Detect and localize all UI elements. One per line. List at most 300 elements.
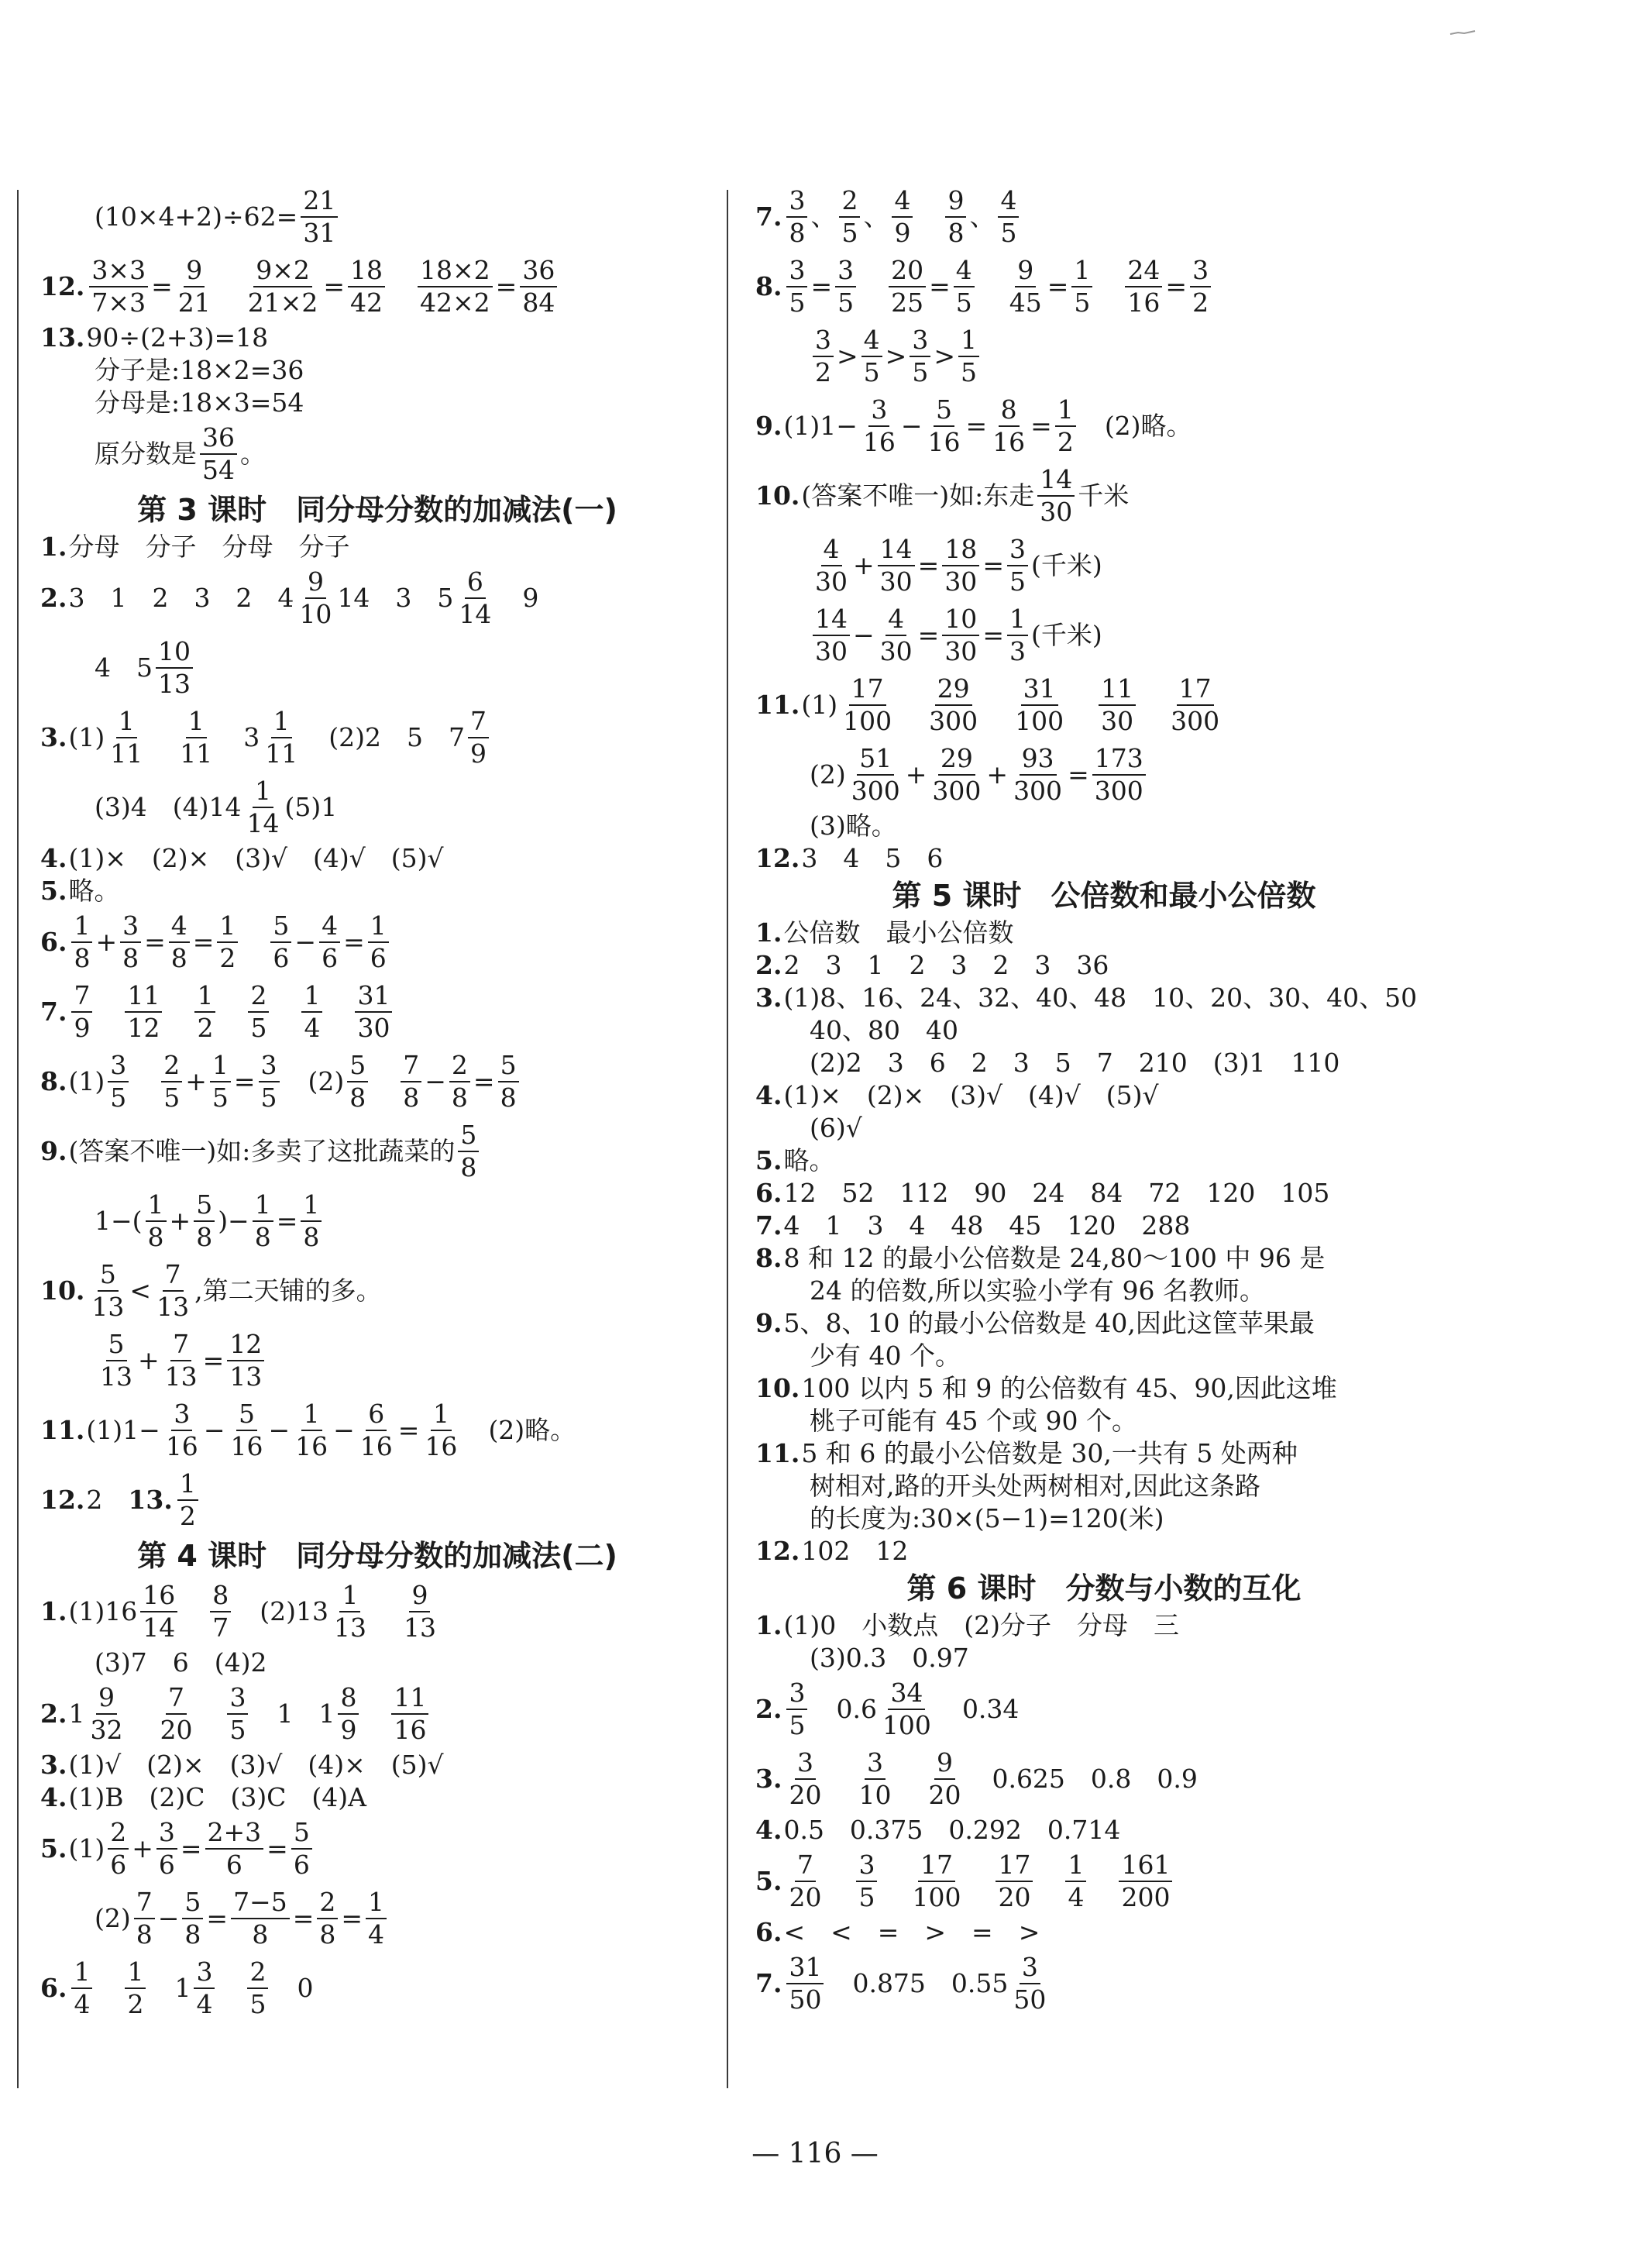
answer-text: = <box>917 550 940 580</box>
fraction-numerator: 1 <box>146 1189 167 1222</box>
fraction-numerator: 1 <box>71 1957 92 1989</box>
fraction <box>89 255 148 318</box>
fraction-denominator: 100 <box>1015 706 1064 736</box>
fraction <box>227 1329 264 1392</box>
answer-line <box>755 1642 1453 1674</box>
fraction-denominator: 30 <box>815 636 848 666</box>
answer-text: 5 和 6 的最小公倍数是 30,一共有 5 处两种 <box>801 1438 1298 1468</box>
answer-text: = <box>192 927 215 957</box>
fraction <box>954 255 975 318</box>
fraction-denominator: 2 <box>127 1989 144 2019</box>
fraction <box>1007 604 1028 667</box>
fraction-denominator: 5 <box>1009 566 1026 597</box>
fraction <box>253 1189 273 1253</box>
fraction-denominator: 5 <box>1074 287 1091 318</box>
answer-line <box>755 1470 1453 1502</box>
answer-text: = <box>206 1903 229 1933</box>
question-number: 6. <box>755 1178 782 1208</box>
fraction <box>89 1259 126 1323</box>
answer-text: 100 以内 5 和 9 的公倍数有 45、90,因此这堆 <box>801 1373 1337 1403</box>
question-number: 10. <box>755 480 800 511</box>
fraction-denominator: 8 <box>170 943 187 973</box>
fraction <box>391 1682 428 1746</box>
page-number: — 116 — <box>751 2138 879 2170</box>
fraction-denominator: 9 <box>894 218 911 248</box>
answer-text: 。 <box>240 439 266 469</box>
fraction <box>263 706 300 769</box>
fraction-numerator: 2 <box>108 1817 129 1850</box>
answer-line <box>40 703 714 773</box>
fraction-denominator: 300 <box>932 776 982 806</box>
fraction <box>291 1817 312 1881</box>
fraction <box>839 185 860 249</box>
fraction-numerator: 4 <box>885 604 906 636</box>
fraction <box>835 255 856 318</box>
fraction-numerator: 2 <box>161 1050 182 1082</box>
fraction <box>368 910 389 974</box>
fraction-denominator: 100 <box>912 1882 961 1912</box>
answer-text: 树相对,路的开头处两树相对,因此这条路 <box>810 1471 1260 1501</box>
answer-text: 4 5 <box>95 652 153 683</box>
fraction <box>910 1850 963 1913</box>
fraction <box>520 255 557 318</box>
fraction-denominator: 2 <box>815 357 831 387</box>
answer-text: < < = > = > <box>783 1917 1040 1947</box>
fraction <box>813 534 850 597</box>
question-number: 11. <box>40 1415 85 1445</box>
fraction <box>401 1580 438 1643</box>
answer-text: + <box>138 1345 160 1375</box>
question-number: 5. <box>755 1866 782 1896</box>
fraction-numerator: 3 <box>227 1682 248 1715</box>
fraction <box>246 255 321 318</box>
section-heading: 第 3 课时 同分母分数的加减法(一) <box>137 493 617 527</box>
fraction-denominator: 12 <box>127 1013 160 1043</box>
question-number: 6. <box>40 927 67 957</box>
fraction-numerator: 7 <box>795 1850 816 1882</box>
fraction-numerator: 1 <box>1071 255 1092 287</box>
question-number: 4. <box>755 1080 782 1110</box>
fraction-numerator: 29 <box>935 673 972 706</box>
fraction <box>1065 1850 1086 1913</box>
fraction <box>177 1468 198 1532</box>
answer-text: 分子是:18×2=36 <box>95 355 304 385</box>
fraction <box>244 776 281 839</box>
fraction <box>205 1817 264 1881</box>
fraction-denominator: 31 <box>303 218 336 248</box>
question-number: 11. <box>755 690 800 720</box>
answer-line <box>755 1949 1453 2018</box>
fraction <box>231 1887 290 1950</box>
fraction <box>227 1682 248 1746</box>
fraction-numerator: 5 <box>106 1329 127 1361</box>
fraction-denominator: 25 <box>891 287 924 318</box>
fraction-denominator: 5 <box>955 287 972 318</box>
fraction-numerator: 7 <box>134 1887 155 1919</box>
fraction-denominator: 10 <box>858 1780 892 1810</box>
answer-text: 9 <box>497 583 539 613</box>
fraction-numerator: 3 <box>120 910 141 943</box>
fraction-numerator: 161 <box>1119 1850 1172 1882</box>
question-number: 8. <box>755 271 782 301</box>
answer-line <box>40 1396 714 1465</box>
fraction <box>156 636 193 700</box>
question-number: 8. <box>40 1066 67 1096</box>
fraction <box>856 1850 877 1913</box>
answer-line <box>755 1609 1453 1642</box>
fraction-denominator: 6 <box>273 943 290 973</box>
fraction-denominator: 4 <box>196 1989 213 2019</box>
answer-line <box>40 419 714 489</box>
fraction <box>889 255 926 318</box>
answer-line <box>755 1744 1453 1814</box>
question-number: 1. <box>40 1596 67 1626</box>
answer-line <box>755 1846 1453 1916</box>
answer-text: (1) <box>68 1833 105 1864</box>
fraction <box>498 1050 519 1113</box>
fraction-numerator: 34 <box>888 1678 925 1710</box>
fraction-denominator: 50 <box>789 1984 822 2015</box>
fraction-numerator: 5 <box>236 1399 257 1431</box>
fraction-denominator: 30 <box>944 566 978 597</box>
fraction <box>990 394 1027 458</box>
fraction-numerator: 5 <box>98 1259 119 1292</box>
answer-text: (答案不唯一)如:多卖了这批蔬菜的 <box>68 1136 456 1166</box>
question-number: 9. <box>755 1308 782 1338</box>
fraction-numerator: 24 <box>1125 255 1162 287</box>
fraction-numerator: 3 <box>194 1957 215 1989</box>
answer-text: (3)略。 <box>810 810 897 841</box>
fraction-denominator: 16 <box>1127 287 1161 318</box>
fraction-numerator: 7 <box>401 1050 421 1082</box>
fraction-denominator: 13 <box>156 1292 190 1322</box>
question-number: 6. <box>755 1917 782 1947</box>
fraction-denominator: 21 <box>177 287 211 318</box>
answer-text: 102 12 <box>801 1536 909 1566</box>
answer-text: = <box>1030 411 1052 441</box>
question-number: 12. <box>40 1485 85 1515</box>
answer-text: )− <box>218 1206 249 1236</box>
question-number: 12. <box>755 843 800 873</box>
fraction-denominator: 6 <box>225 1850 242 1880</box>
answer-text: 、 <box>863 201 889 232</box>
answer-text: + <box>95 927 118 957</box>
fraction <box>998 185 1019 249</box>
answer-text: = <box>151 271 173 301</box>
fraction <box>108 706 145 769</box>
question-number: 5. <box>40 876 67 906</box>
fraction-numerator: 11 <box>1099 673 1136 706</box>
answer-text: = <box>810 271 833 301</box>
answer-line <box>40 633 714 703</box>
fraction-denominator: 9 <box>74 1013 91 1043</box>
fraction-denominator: 5 <box>211 1082 229 1113</box>
fraction-numerator: 18×2 <box>418 255 493 287</box>
fraction-numerator: 8 <box>999 394 1020 427</box>
fraction <box>140 1580 177 1643</box>
fraction <box>841 673 894 737</box>
fraction-numerator: 2 <box>317 1887 338 1919</box>
fraction-numerator: 2 <box>449 1050 470 1082</box>
fraction-numerator: 1 <box>368 910 389 943</box>
fraction-denominator: 100 <box>843 706 892 736</box>
fraction <box>449 1050 470 1113</box>
fraction-denominator: 11 <box>110 738 143 769</box>
question-number: 9. <box>755 411 782 441</box>
fraction <box>458 1120 479 1183</box>
fraction-denominator: 5 <box>863 357 880 387</box>
fraction <box>1168 673 1222 737</box>
fraction-denominator: 8 <box>319 1919 336 1950</box>
fraction-denominator: 16 <box>230 1431 263 1461</box>
fraction <box>228 1399 265 1462</box>
fraction-denominator: 6 <box>322 943 339 973</box>
answer-text: 0.34 <box>936 1694 1020 1724</box>
answer-text: 分母是:18×3=54 <box>95 387 304 418</box>
fraction <box>366 1887 387 1950</box>
answer-text: > <box>837 341 858 371</box>
answer-line <box>40 182 714 252</box>
answer-text: = <box>1068 759 1089 790</box>
fraction-denominator: 14 <box>459 599 492 629</box>
fraction-numerator: 9 <box>409 1580 430 1612</box>
fraction-numerator: 7 <box>170 1329 191 1361</box>
answer-text: 少有 40 个。 <box>810 1340 961 1371</box>
fraction-denominator: 10 <box>299 599 332 629</box>
fraction <box>270 910 291 974</box>
fraction-denominator: 13 <box>158 669 191 699</box>
fraction-denominator: 4 <box>368 1919 385 1950</box>
answer-text: + <box>132 1833 153 1864</box>
fraction-numerator: 2 <box>247 1957 268 1989</box>
fraction-denominator: 14 <box>246 808 280 838</box>
answer-line <box>755 1079 1453 1112</box>
fraction <box>927 673 980 737</box>
fraction-numerator: 4 <box>954 255 975 287</box>
question-number: 2. <box>40 583 67 613</box>
fraction <box>861 394 898 458</box>
question-number: 12. <box>755 1536 800 1566</box>
answer-line <box>755 1307 1453 1340</box>
fraction <box>347 1050 368 1113</box>
fraction <box>182 1887 203 1950</box>
fraction-denominator: 84 <box>522 287 555 318</box>
fraction-numerator: 1 <box>271 706 292 738</box>
fraction-denominator: 30 <box>879 566 913 597</box>
fraction-denominator: 300 <box>1013 776 1063 806</box>
fraction <box>1099 673 1136 737</box>
fraction <box>71 980 92 1044</box>
fraction <box>108 1050 129 1113</box>
answer-line <box>755 1275 1453 1307</box>
fraction-denominator: 13 <box>403 1612 436 1643</box>
fraction-denominator: 8 <box>500 1082 517 1113</box>
answer-line <box>40 1326 714 1396</box>
fraction-numerator: 8 <box>210 1580 231 1612</box>
fraction-numerator: 21 <box>301 185 338 218</box>
answer-text: + <box>853 550 875 580</box>
answer-line <box>40 531 714 563</box>
answer-text: 桃子可能有 45 个或 90 个。 <box>810 1406 1137 1436</box>
fraction-denominator: 4 <box>304 1013 321 1043</box>
answer-text: 3 1 2 3 2 4 <box>68 583 294 613</box>
answer-text: = <box>982 620 1004 650</box>
fraction-denominator: 5 <box>837 287 855 318</box>
question-number: 1. <box>755 1610 782 1640</box>
fraction-denominator: 2 <box>219 943 236 973</box>
answer-text: 1 1 <box>251 1698 335 1729</box>
fraction-denominator: 2 <box>197 1013 214 1043</box>
fraction-numerator: 3 <box>1007 534 1028 566</box>
answer-text: + <box>986 759 1009 790</box>
answer-text: (2)2 5 7 <box>303 722 465 752</box>
fraction-denominator: 30 <box>944 636 978 666</box>
answer-line <box>40 842 714 875</box>
fraction <box>926 1747 963 1811</box>
fraction-denominator: 300 <box>1171 706 1220 736</box>
fraction <box>348 255 385 318</box>
answer-text: (1)× (2)× (3)√ (4)√ (5)√ <box>68 843 444 873</box>
fraction-numerator: 7 <box>468 706 489 738</box>
fraction-denominator: 6 <box>370 943 387 973</box>
fraction <box>878 604 915 667</box>
fraction-numerator: 7 <box>163 1259 184 1292</box>
fraction-denominator: 13 <box>164 1361 198 1392</box>
answer-text: 40、80 40 <box>810 1015 958 1045</box>
fraction <box>248 980 269 1044</box>
fraction <box>422 1399 459 1462</box>
fraction <box>301 185 338 249</box>
answer-line <box>755 531 1453 601</box>
fraction-denominator: 30 <box>357 1013 390 1043</box>
fraction-denominator: 300 <box>851 776 900 806</box>
question-number: 2. <box>40 1698 67 1729</box>
answer-line <box>755 1372 1453 1405</box>
answer-line <box>40 1186 714 1256</box>
fraction-denominator: 200 <box>1121 1882 1171 1912</box>
answer-line <box>40 875 714 907</box>
answer-text: 14 3 5 <box>337 583 454 613</box>
answer-line <box>40 322 714 354</box>
answer-text: (5)1 <box>284 792 338 822</box>
answer-text: 12 52 112 90 24 84 72 120 105 <box>783 1178 1330 1208</box>
fraction-numerator: 9 <box>184 255 205 287</box>
fraction-numerator: 10 <box>942 604 979 636</box>
fraction <box>878 534 915 597</box>
question-number: 4. <box>40 1782 67 1812</box>
fraction-numerator: 4 <box>821 534 842 566</box>
fraction <box>813 325 834 388</box>
fraction <box>163 1329 200 1392</box>
answer-text: + <box>905 759 927 790</box>
answer-text: = <box>1047 271 1069 301</box>
fraction <box>786 1850 824 1913</box>
fraction <box>786 1747 824 1811</box>
fraction-denominator: 32 <box>90 1715 123 1745</box>
fraction-numerator: 6 <box>465 566 486 599</box>
question-number: 5. <box>755 1145 782 1175</box>
question-number: 9. <box>40 1136 67 1166</box>
answer-text: (2)13 <box>234 1596 328 1626</box>
answer-text: = <box>965 411 988 441</box>
answer-line <box>40 563 714 633</box>
answer-line <box>40 354 714 387</box>
fraction-numerator: 36 <box>200 422 237 455</box>
answer-text: 略。 <box>68 876 120 906</box>
answer-text: = <box>276 1206 298 1236</box>
fraction <box>156 1817 177 1881</box>
answer-line <box>755 1112 1453 1144</box>
answer-text: (6)√ <box>810 1113 862 1143</box>
fraction <box>154 1259 191 1323</box>
fraction <box>108 1817 129 1881</box>
fraction-numerator: 20 <box>889 255 926 287</box>
fraction-numerator: 5 <box>270 910 291 943</box>
answer-line <box>40 1814 714 1884</box>
fraction-numerator: 51 <box>857 743 894 776</box>
answer-line <box>755 917 1453 949</box>
answer-line <box>755 949 1453 982</box>
fraction-numerator: 31 <box>786 1952 824 1984</box>
fraction-denominator: 20 <box>998 1882 1031 1912</box>
fraction-numerator: 93 <box>1020 743 1057 776</box>
answer-text: 24 的倍数,所以实验小学有 96 名教师。 <box>810 1275 1265 1306</box>
fraction <box>861 325 882 388</box>
fraction-numerator: 7 <box>71 980 92 1013</box>
fraction <box>1011 743 1064 807</box>
answer-text: 分母 分子 分母 分子 <box>68 532 350 562</box>
fraction-numerator: 17 <box>849 673 886 706</box>
fraction-numerator: 3 <box>868 394 889 427</box>
question-number: 7. <box>40 996 67 1027</box>
fraction-denominator: 20 <box>789 1780 822 1810</box>
answer-line <box>755 1047 1453 1079</box>
fraction-denominator: 16 <box>425 1431 458 1461</box>
fraction-numerator: 7−5 <box>231 1887 290 1919</box>
fraction <box>194 1189 215 1253</box>
fraction-denominator: 8 <box>947 218 965 248</box>
fraction-denominator: 6 <box>110 1850 127 1880</box>
answer-line <box>40 252 714 322</box>
fraction-denominator: 20 <box>160 1715 193 1745</box>
answer-text: 2 3 1 2 3 2 3 36 <box>783 950 1109 980</box>
answer-line <box>40 1679 714 1749</box>
fraction-denominator: 16 <box>165 1431 198 1461</box>
answer-text: (1)× (2)× (3)√ (4)√ (5)√ <box>783 1080 1159 1110</box>
answer-text: (2)略。 <box>463 1415 576 1445</box>
fraction-numerator: 14 <box>1037 464 1075 497</box>
answer-text: (3)4 (4)14 <box>95 792 242 822</box>
fraction-denominator: 100 <box>882 1710 931 1740</box>
answer-text: − <box>900 411 923 441</box>
fraction-numerator: 173 <box>1092 743 1146 776</box>
fraction-denominator: 300 <box>929 706 978 736</box>
answer-text: − <box>157 1903 180 1933</box>
right-column <box>755 182 1453 2018</box>
fraction-denominator: 9 <box>340 1715 357 1745</box>
fraction <box>401 1050 421 1113</box>
fraction-numerator: 1 <box>210 1050 231 1082</box>
fraction <box>317 1887 338 1950</box>
answer-text: = <box>233 1066 256 1096</box>
answer-line <box>40 387 714 419</box>
fraction <box>71 910 92 974</box>
answer-line <box>755 1405 1453 1437</box>
question-number: 8. <box>755 1243 782 1273</box>
fraction-numerator: 1 <box>1065 1850 1086 1882</box>
fraction-numerator: 10 <box>156 636 193 669</box>
answer-line <box>755 1814 1453 1846</box>
